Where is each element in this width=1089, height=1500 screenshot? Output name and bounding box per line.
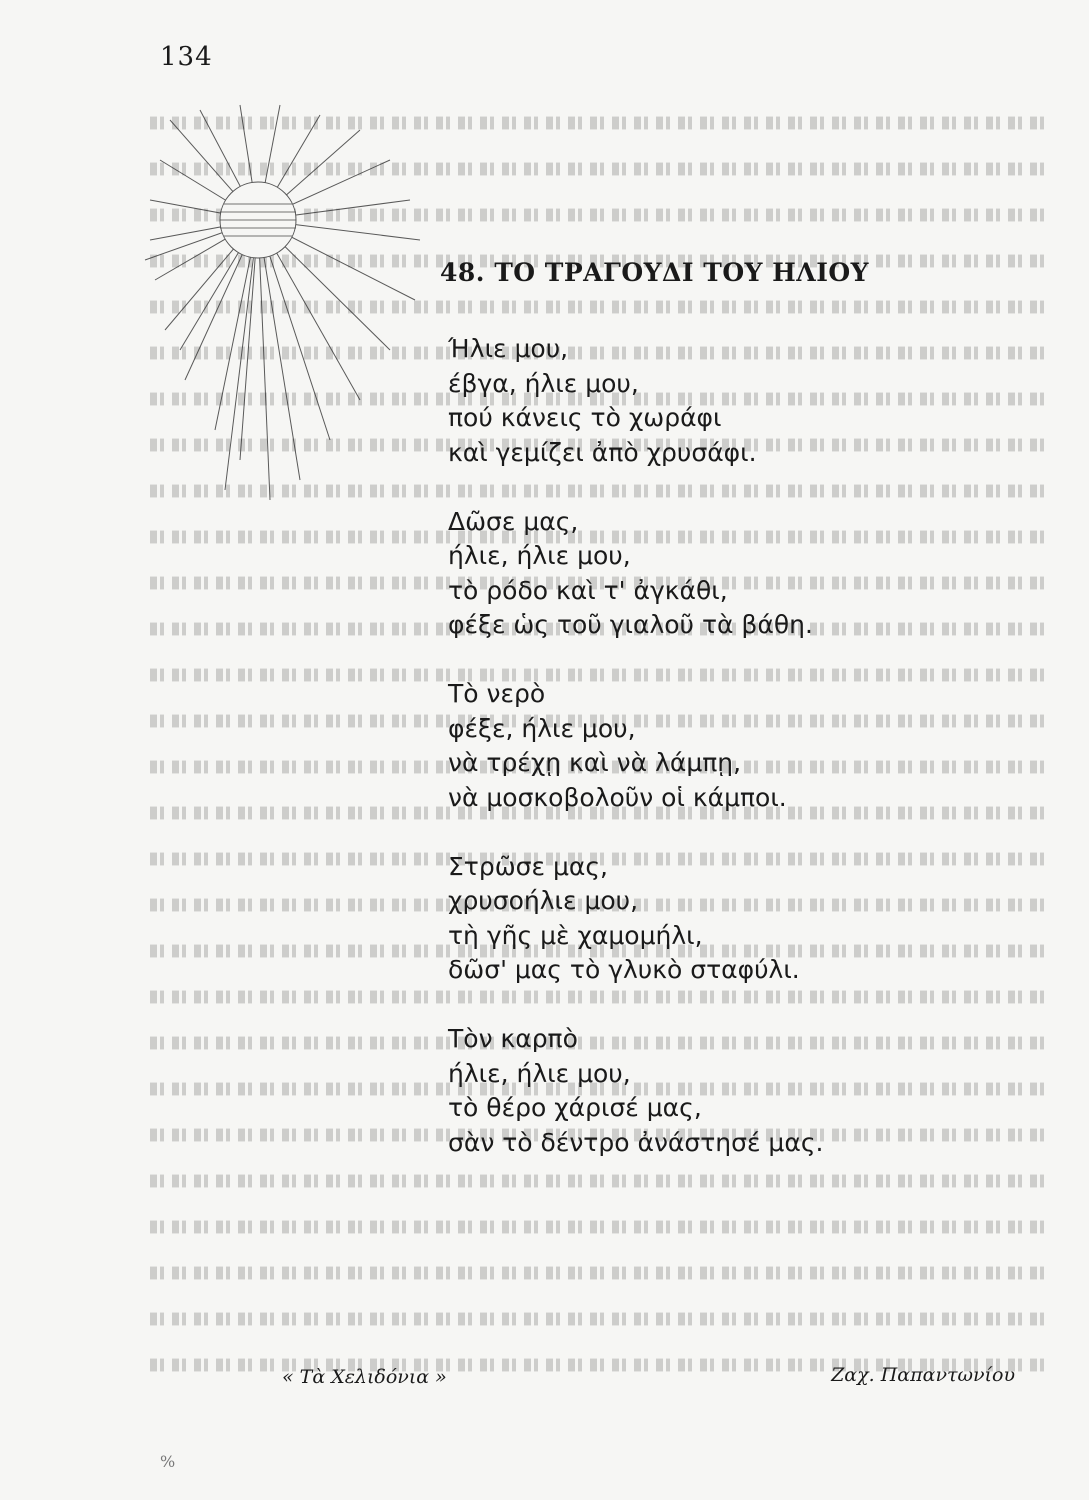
verse-line: νὰ τρέχῃ καὶ νὰ λάμπῃ, [448,748,742,777]
author-name: Ζαχ. Παπαντωνίου [831,1364,1015,1386]
verse-line: δῶσ' μας τὸ γλυκὸ σταφύλι. [448,955,800,984]
corner-mark: % [160,1452,176,1471]
verse-line: καὶ γεμίζει ἀπὸ χρυσάφι. [448,437,757,467]
verse-line: έβγα, ήλιε μου, [448,368,639,398]
verse-line: Τὸν καρπὸ [448,1024,578,1053]
verse-line: Ήλιε μου, [448,334,569,363]
verse-line: Τὸ νερὸ [448,679,546,708]
verse-line: νὰ μοσκοβολοῦν οἱ κάμποι. [448,782,787,812]
stanza-2 [448,505,823,643]
verse-line: τὴ γῆς μὲ χαμομήλι, [448,920,703,950]
verse-line: Δῶσε μας, [448,506,579,536]
verse-line: φέξε ὡς τοῦ γιαλοῦ τὰ βάθη. [448,610,813,639]
verse-line: ήλιε, ήλιε μου, [448,541,631,570]
poem-title: 48. ΤΟ ΤΡΑΓΟΥΔΙ ΤΟΥ ΗΛΙΟΥ [440,258,870,287]
source-citation: « Τὰ Χελιδόνια » [282,1366,447,1388]
stanza-1 [448,332,823,470]
verse-line: ήλιε, ήλιε μου, [448,1058,631,1088]
verse-line: πού κάνεις τὸ χωράφι [448,403,722,432]
stanza-5 [448,1022,823,1160]
sun-illustration [140,100,460,520]
verse-line: τὸ θέρο χάρισέ μας, [448,1093,702,1122]
poem-body [448,332,823,1195]
page-number: 134 [160,42,213,72]
verse-line: Στρῶσε μας, [448,851,608,881]
verse-line: φέξε, ήλιε μου, [448,713,636,743]
verse-line: σὰν τὸ δέντρο ἀνάστησέ μας. [448,1127,824,1157]
stanza-3 [448,677,823,815]
verse-line: τὸ ρόδο καὶ τ' ἀγκάθι, [448,575,728,605]
stanza-4 [448,850,823,988]
verse-line: χρυσοήλιε μου, [448,886,639,915]
